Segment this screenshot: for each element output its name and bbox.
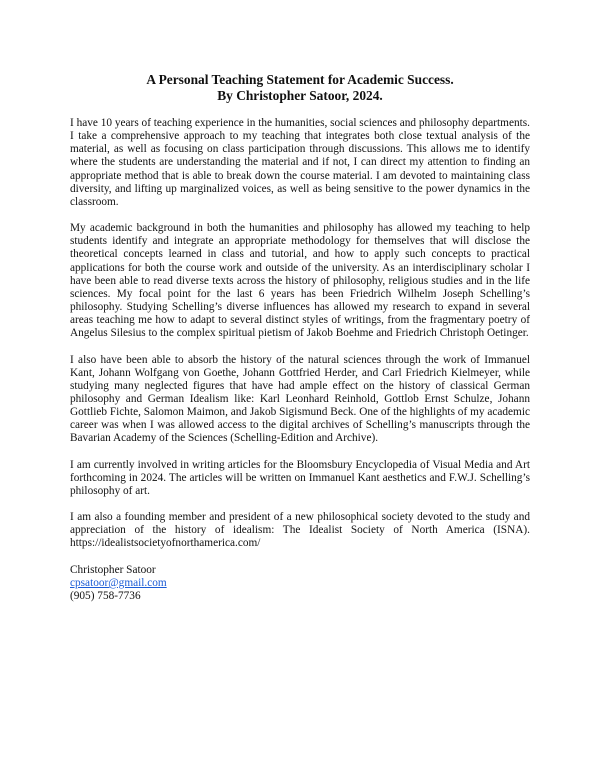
paragraph-current-work: I am currently involved in writing articles for the Bloomsbury Encyclopedia of Visual Media and Art forthcoming in 2024. The articles will be written on Immanuel Kant aesthetics and F.W.J. Schelling’s philosophy of art. xyxy=(70,458,530,497)
title-line-2: By Christopher Satoor, 2024. xyxy=(217,87,383,103)
document-body xyxy=(70,117,530,604)
paragraph-natural-sciences: I also have been able to absorb the history of the natural sciences through the work of Immanuel Kant, Johann Wolfgang von Goethe, Johann Gottfried Herder, and Carl Friedrich Kielmeyer, while studying many neglected figures that have had ample effect on the history of classical German philosophy and German Idealism like: Karl Leonhard Reinhold, Gottlob Ernst Schulze, Johann Gottlieb Fichte, Salomon Maimon, and Jakob Sigismund Beck. One of the highlights of my academic career was when I was allowed access to the digital archives of Schelling’s manuscripts through the Bavarian Academy of the Sciences (Schelling-Edition and Archive). xyxy=(70,353,530,445)
signature-name: Christopher Satoor xyxy=(70,563,156,576)
paragraph-experience: I have 10 years of teaching experience in the humanities, social sciences and philosophy departments. I take a comprehensive approach to my teaching that integrates both close textual analysis of the material, as well as focusing on class participation through discussions. This allows me to identify where the students are understanding the material and if not, I can direct my attention to finding an appropriate method that is able to break down the course material. I am devoted to maintaining class diversity, and lifting up marginalized voices, as well as being sensitive to the power dynamics in the classroom. xyxy=(70,117,530,208)
document-title xyxy=(0,72,600,103)
signature-block xyxy=(70,564,530,604)
title-line-1: A Personal Teaching Statement for Academic Success. xyxy=(146,72,454,87)
paragraph-background: My academic background in both the humanities and philosophy has allowed my teaching to help students identify and integrate an appropriate methodology for themselves that will disclose the theoretical concepts learned in class and tutorial, and how to apply such concepts to practical applications for both the course work and outside of the university. As an interdisciplinary scholar I have been able to read diverse texts across the history of philosophy, religious studies and in the life sciences. My focal point for the last 6 years has been Friedrich Wilhelm Joseph Schelling’s philosophy. Studying Schelling’s diverse influences has allowed my research to expand in several areas teaching me how to adapt to several distinct styles of writings, from the fragmentary poetry of Angelus Silesius to the complex spiritual pietism of Jakob Boehme and Friedrich Christoph Oetinger. xyxy=(70,222,530,340)
phone-number: (905) 758-7736 xyxy=(70,590,141,603)
paragraph-society: I am also a founding member and president of a new philosophical society devoted to the study and appreciation of the history of idealism: The Idealist Society of North America (ISNA). https://idealistsocietyofnorthamerica.com/ xyxy=(70,511,530,550)
email-link[interactable]: cpsatoor@gmail.com xyxy=(70,576,167,589)
